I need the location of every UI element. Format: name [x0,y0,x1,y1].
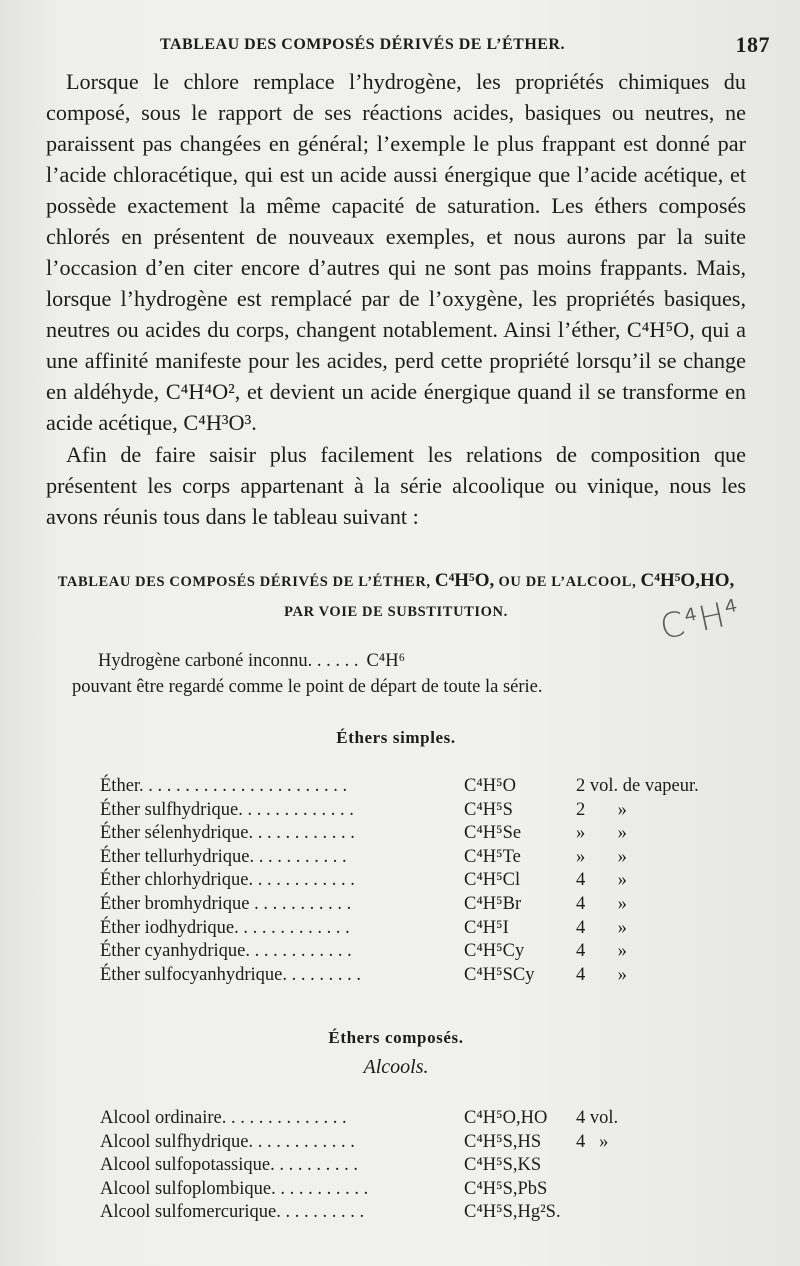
cell-formula: C⁴H⁵SCy [464,964,535,985]
formula-ether: C⁴H⁵O, [434,570,495,591]
page-number: 187 [735,32,770,57]
cell-formula: C⁴H⁵S [464,799,513,820]
cell-vol: 4 » [576,870,627,891]
intro-note [72,648,718,700]
cell-vol: 2 » [576,799,627,820]
table-row [100,1108,726,1132]
cell-formula: C⁴H⁵S,HS [464,1131,542,1152]
handwritten-annotation: C⁴H⁴ [656,592,744,648]
table-row [100,870,726,894]
cell-vol [576,1155,726,1179]
cell-name: Éther bromhydrique . . . . . . . . . . . [100,893,352,914]
cell-name: Éther iodhydrique. . . . . . . . . . . . . [100,917,350,938]
cell-vol [576,1202,726,1226]
cell-vol: 4 » [576,1131,609,1152]
alcools-table [100,1108,726,1226]
table-row [100,1132,726,1156]
cell-formula: C⁴H⁵S,PbS [464,1178,548,1199]
cell-name: Éther sulfocyanhydrique. . . . . . . . . [100,964,361,985]
intro-note-name: Hydrogène carboné inconnu. . . . . . [98,651,359,671]
cell-vol: » » [576,846,627,867]
table-row [100,847,726,871]
cell-name: Alcool sulfhydrique. . . . . . . . . . . . [100,1131,355,1152]
cell-formula: C⁴H⁵Te [464,846,521,867]
formula-alcool: C⁴H⁵O,HO, [640,570,735,591]
cell-name: Alcool sulfomercurique. . . . . . . . . . [100,1202,365,1223]
subsection-heading-alcools: Alcools. [363,1056,429,1078]
cell-vol: 4 » [576,941,627,962]
table-row [100,941,726,965]
table-row [100,1179,726,1203]
table-row [100,823,726,847]
cell-vol: 4 vol. [576,1108,619,1128]
cell-name: Éther sulfhydrique. . . . . . . . . . . . . [100,799,354,820]
table-row [100,800,726,824]
intro-note-formula: C⁴H⁶ [366,651,406,671]
cell-formula: C⁴H⁵O [464,776,516,796]
cell-name: Éther cyanhydrique. . . . . . . . . . . . [100,941,352,962]
cell-vol: » » [576,823,627,844]
cell-name: Alcool sulfoplombique. . . . . . . . . . . [100,1178,369,1199]
table-row [100,894,726,918]
table-row [100,776,726,800]
table-row [100,1202,726,1226]
section-heading-simples: Éthers simples. [336,728,456,747]
cell-formula: C⁴H⁵Br [464,893,522,914]
cell-formula: C⁴H⁵Cy [464,941,525,962]
table-title-line-1: TABLEAU DES COMPOSÉS DÉRIVÉS DE L’ÉTHER, C⁴H⁵O, OU DE L’ALCOOL, C⁴H⁵O,HO, [57,570,735,591]
cell-name: Éther sélenhydrique. . . . . . . . . . . . [100,823,355,844]
table-title-line-2: PAR VOIE DE SUBSTITUTION. [284,604,508,620]
cell-name: Éther tellurhydrique. . . . . . . . . . . [100,846,347,867]
table-title [46,566,746,627]
ethers-simples-table [100,776,726,988]
table-row [100,1155,726,1179]
body-text [46,66,746,532]
cell-name: Alcool ordinaire. . . . . . . . . . . . . . [100,1108,347,1128]
running-title: TABLEAU DES COMPOSÉS DÉRIVÉS DE L’ÉTHER. [160,36,565,53]
paragraph-2: Afin de faire saisir plus facilement les relations de composition que présentent les corps appartenant à la série alcoolique ou vinique, nous les avons réunis tous dans le tableau suivant : [46,442,746,529]
table-row [100,965,726,989]
cell-vol: 2 vol. de vapeur. [576,776,699,796]
cell-name: Éther. . . . . . . . . . . . . . . . . . . . . . . [100,776,348,796]
cell-formula: C⁴H⁵Cl [464,870,521,891]
cell-name: Alcool sulfopotassique. . . . . . . . . . [100,1155,358,1176]
cell-formula: C⁴H⁵I [464,917,509,938]
cell-name: Éther chlorhydrique. . . . . . . . . . . . [100,870,355,891]
cell-formula: C⁴H⁵O,HO [464,1108,548,1128]
intro-note-continuation: pouvant être regardé comme le point de départ de toute la série. [72,677,543,697]
cell-vol: 4 » [576,893,627,914]
cell-vol: 4 » [576,964,627,985]
paragraph-1: Lorsque le chlore remplace l’hydrogène, les propriétés chimiques du composé, sous le rapport de ses réactions acides, basiques ou neutres, ne paraissent pas changées en général; l’exemple le plus frappant est donné par l’acide chloracétique, qui est un acide aussi énergique que l’acide acétique, et possède exactement la même capacité de saturation. Les éthers composés chlorés en présentent de nouveaux exemples, et nous aurons par la suite l’occasion d’en citer encore d’autres qui ne sont pas moins frappants. Mais, lorsque l’hydrogène est remplacé par de l’oxygène, les propriétés basiques, neutres ou acides du corps, changent notablement. Ainsi l’éther, C⁴H⁵O, qui a une affinité manifeste pour les acides, perd cette propriété lorsqu’il se change en aldéhyde, C⁴H⁴O², et devient un acide énergique quand il se transforme en acide acétique, C⁴H³O³. [46,69,746,435]
cell-vol: 4 » [576,917,627,938]
cell-formula: C⁴H⁵Se [464,823,522,844]
section-heading-composes: Éthers composés. [328,1028,464,1047]
cell-vol [576,1179,726,1203]
cell-formula: C⁴H⁵S,KS [464,1155,542,1176]
table-row [100,918,726,942]
cell-formula: C⁴H⁵S,Hg²S. [464,1202,561,1223]
